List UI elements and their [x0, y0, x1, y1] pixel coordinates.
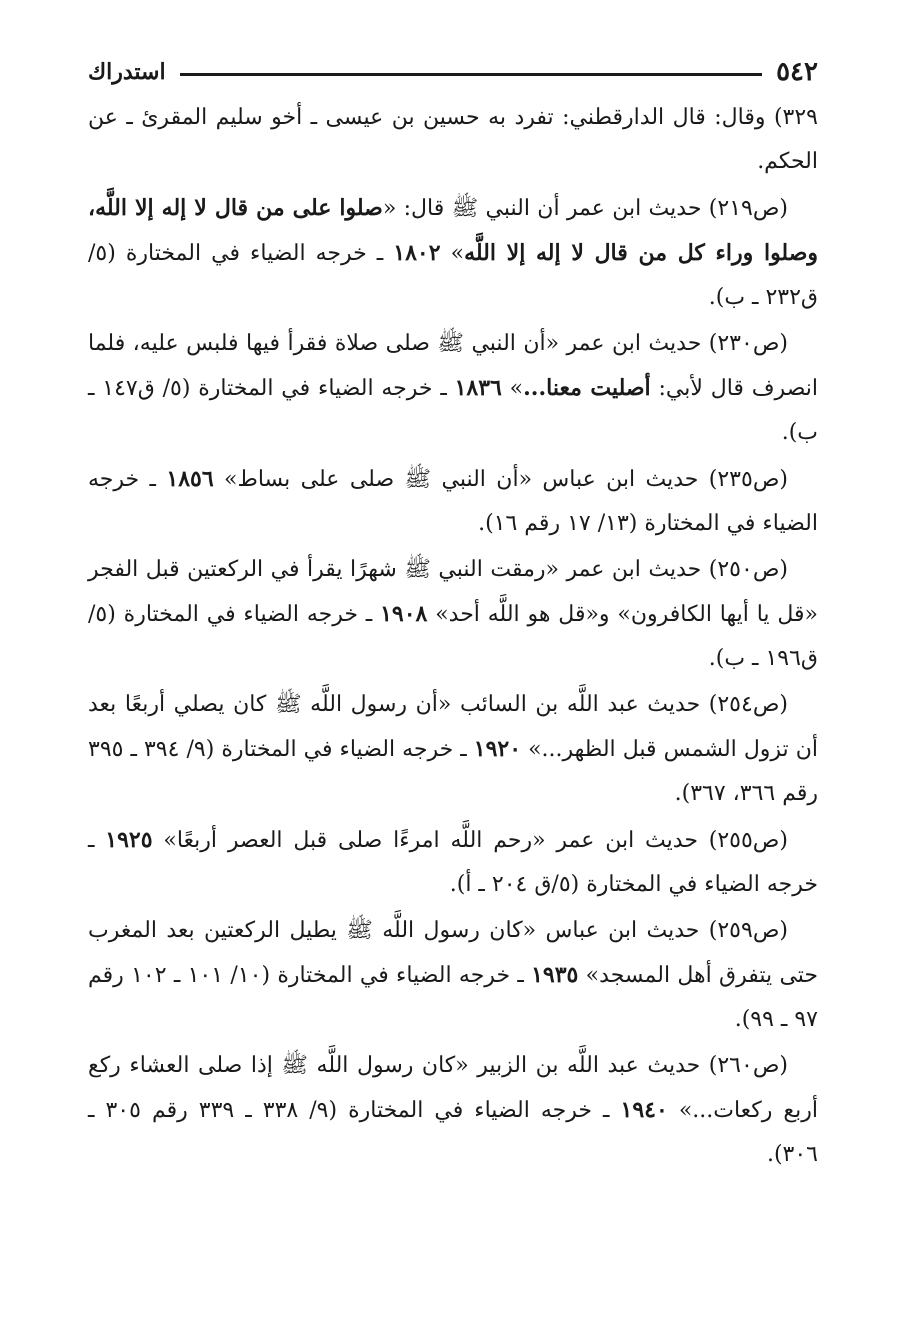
running-title: استدراك: [88, 59, 166, 85]
text-segment: ـ خرجه الضياء في المختارة (٥/ ق١٤٧ ـ ب).: [88, 376, 818, 445]
text-segment: »: [501, 376, 524, 401]
text-segment: ـ خرجه الضياء في المختارة (٥/ ق٢٣٢ ـ ب).: [88, 241, 818, 310]
text-segment: ـ خرجه الضياء في المختارة (٩/ ٣٩٤ ـ ٣٩٥ رقم ٣٦٦، ٣٦٧).: [88, 737, 818, 806]
bold-text-segment: ١٩٢٠: [473, 736, 522, 762]
bold-text-segment: ١٩٢٥: [105, 827, 153, 853]
reference-entry: [88, 1044, 818, 1177]
bold-text-segment: صلوا على من قال لا إله إلا اللَّه، وصلوا وراء كل من قال لا إله إلا اللَّه: [88, 195, 819, 266]
text-segment: »: [440, 241, 465, 266]
reference-entry: [88, 548, 818, 681]
text-segment: ـ خرجه الضياء في المختارة (٩/ ٣٣٨ ـ ٣٣٩ رقم ٣٠٥ ـ ٣٠٦).: [88, 1098, 818, 1167]
reference-entry: [88, 96, 818, 184]
text-segment: ٣٢٩) وقال: قال الدارقطني: تفرد به حسين بن عيسى ـ أخو سليم المقرئ ـ عن الحكم.: [88, 105, 818, 174]
text-segment: (ص٢٥٤) حديث عبد اللَّه بن السائب «أن رسول اللَّه ﷺ كان يصلي أربعًا بعد أن تزول الشمس قبل الظهر...»: [88, 692, 818, 762]
reference-entry: [88, 186, 818, 320]
reference-entry: [88, 909, 818, 1042]
reference-entry: [88, 322, 818, 455]
reference-entry: [88, 818, 818, 907]
bold-text-segment: ١٨٥٦: [166, 466, 214, 492]
text-segment: (ص٢٥٠) حديث ابن عمر «رمقت النبي ﷺ شهرًا يقرأ في الركعتين قبل الفجر «قل يا أيها الكافرون» و«قل هو اللَّه أحد»: [88, 557, 818, 627]
entries-list: [88, 96, 818, 1177]
running-header: [88, 50, 818, 94]
bold-text-segment: أصليت معنا...: [523, 375, 651, 401]
bold-text-segment: ١٩٣٥: [531, 962, 579, 988]
page: [88, 50, 818, 1179]
bold-text-segment: ١٩٠٨: [380, 601, 428, 627]
text-segment: (ص٢٥٥) حديث ابن عمر «رحم اللَّه امرءًا صلى قبل العصر أربعًا»: [152, 828, 788, 853]
header-rule: [180, 73, 762, 76]
text-segment: ـ خرجه الضياء في المختارة (٥/ق ٢٠٤ ـ أ).: [88, 828, 818, 897]
bold-text-segment: ١٨٠٢: [393, 240, 441, 266]
page-number: ٥٤٢: [776, 57, 818, 87]
bold-text-segment: ١٨٣٦: [454, 375, 502, 401]
text-segment: ـ خرجه الضياء في المختارة (١٣/ ١٧ رقم ١٦).: [88, 467, 818, 536]
bold-text-segment: ١٩٤٠: [620, 1097, 668, 1123]
text-segment: (ص٢٣٠) حديث ابن عمر «أن النبي ﷺ صلى صلاة فقرأ فيها فلبس عليه، فلما انصرف قال لأبي:: [88, 331, 819, 401]
text-segment: (ص٢٣٥) حديث ابن عباس «أن النبي ﷺ صلى على بساط»: [213, 467, 788, 492]
text-segment: ـ خرجه الضياء في المختارة (١٠/ ١٠١ ـ ١٠٢ رقم ٩٧ ـ ٩٩).: [88, 963, 818, 1032]
text-segment: ـ خرجه الضياء في المختارة (٥/ ق١٩٦ ـ ب).: [88, 602, 818, 671]
text-segment: (ص٢٥٩) حديث ابن عباس «كان رسول اللَّه ﷺ يطيل الركعتين بعد المغرب حتى يتفرق أهل المسجد»: [88, 918, 819, 988]
reference-entry: [88, 457, 818, 546]
text-segment: (ص٢١٩) حديث ابن عمر أن النبي ﷺ قال: «: [382, 196, 789, 221]
text-segment: (ص٢٦٠) حديث عبد اللَّه بن الزبير «كان رسول اللَّه ﷺ إذا صلى العشاء ركع أربع ركعات...»: [88, 1053, 818, 1123]
reference-entry: [88, 683, 818, 816]
